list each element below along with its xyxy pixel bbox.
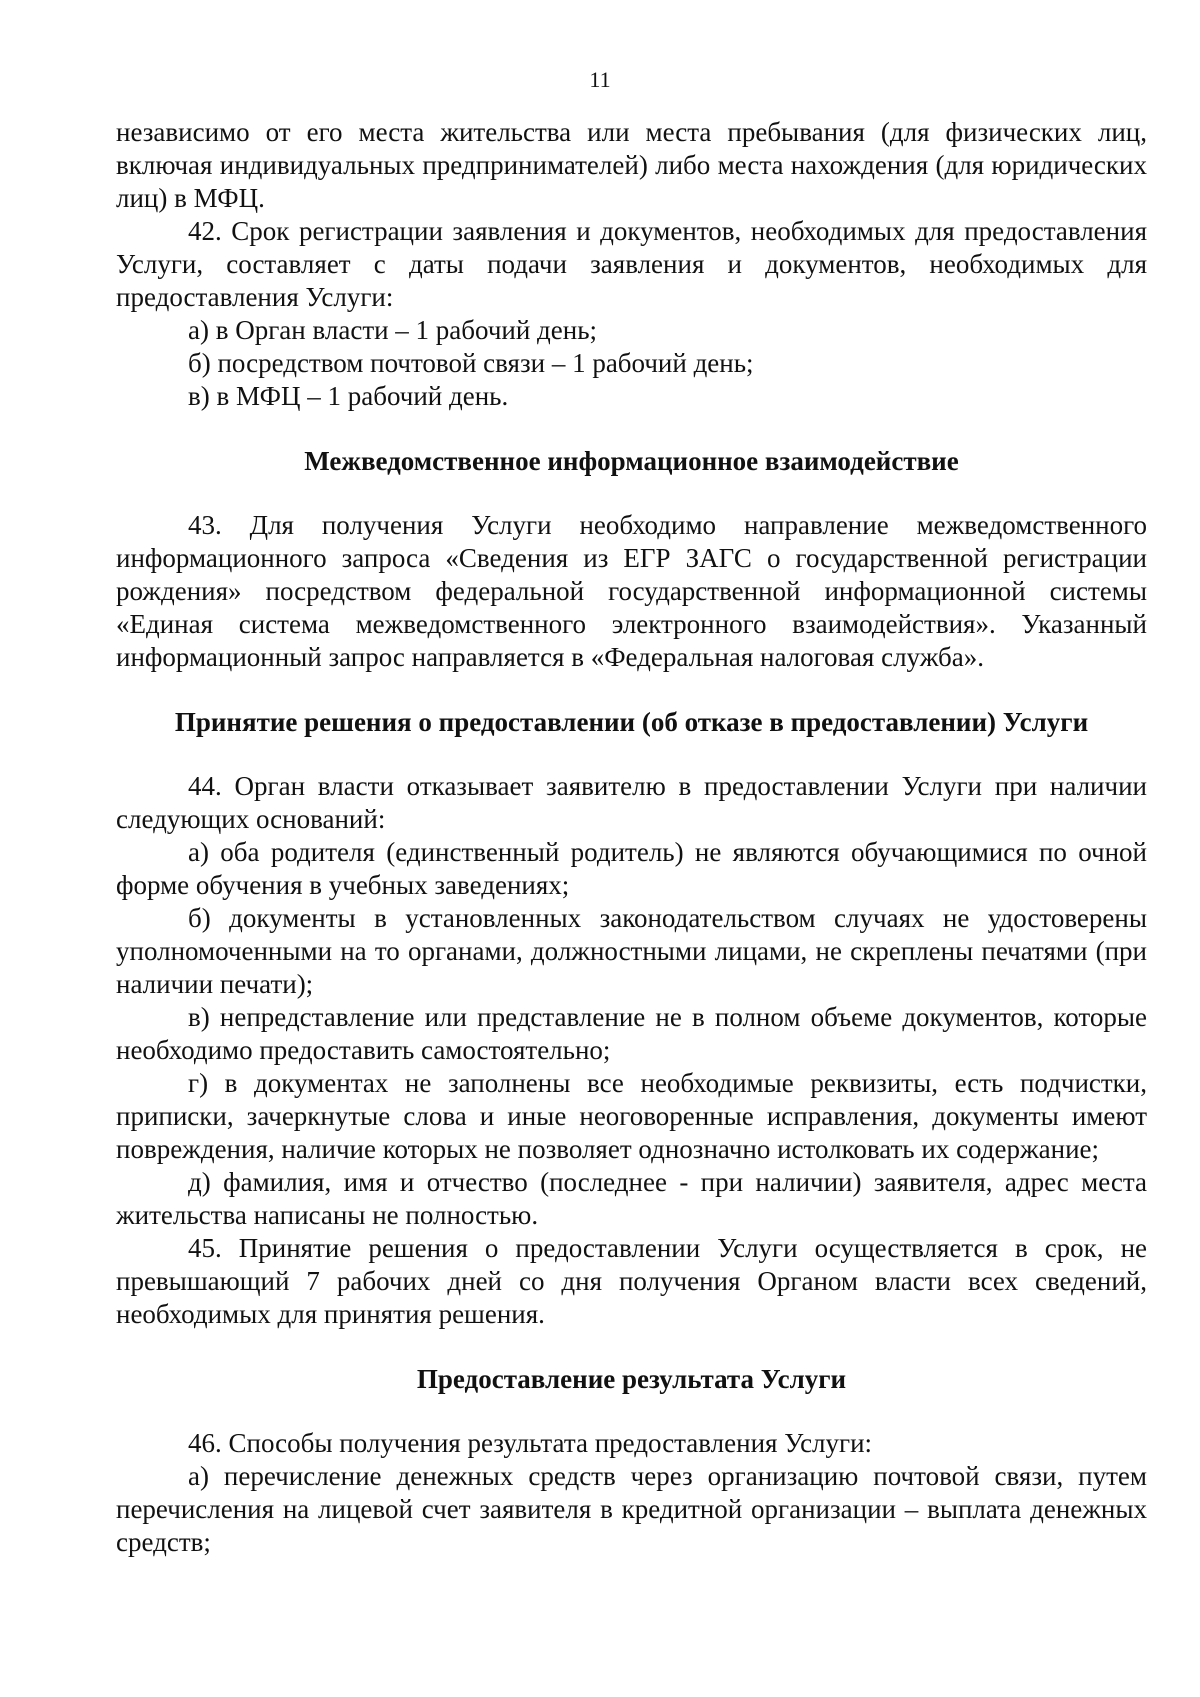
paragraph: независимо от его места жительства или места пребывания (для физических лиц, включая индивидуальных предпринимателей) либо места нахождения (для юридических лиц) в МФЦ. <box>116 117 1147 213</box>
section-heading: Предоставление результата Услуги <box>416 1364 847 1394</box>
paragraph: 43. Для получения Услуги необходимо направление межведомственного информационного запроса «Сведения из ЕГР ЗАГС о государственной регистрации рождения» посредством федеральной государственной информационной системы «Единая система межведомственного электронного взаимодействия». Указанный информационный запрос направляется в «Федеральная налоговая служба». <box>116 510 1147 672</box>
paragraph: 46. Способы получения результата предоставления Услуги: <box>188 1428 873 1458</box>
list-item: в) непредставление или представление не в полном объеме документов, которые необходимо предоставить самостоятельно; <box>116 1002 1147 1065</box>
list-item: а) оба родителя (единственный родитель) не являются обучающимися по очной форме обучения в учебных заведениях; <box>116 837 1147 900</box>
list-item: а) в Орган власти – 1 рабочий день; <box>188 315 598 345</box>
paragraph: 44. Орган власти отказывает заявителю в предоставлении Услуги при наличии следующих оснований: <box>116 771 1147 834</box>
page-number: 11 <box>589 67 611 92</box>
list-item: а) перечисление денежных средств через организацию почтовой связи, путем перечисления на лицевой счет заявителя в кредитной организации – выплата денежных средств; <box>116 1461 1147 1557</box>
list-item: в) в МФЦ – 1 рабочий день. <box>188 381 509 411</box>
list-item: б) документы в установленных законодательством случаях не удостоверены уполномоченными на то органами, должностными лицами, не скреплены печатями (при наличии печати); <box>116 903 1147 999</box>
list-item: д) фамилия, имя и отчество (последнее - при наличии) заявителя, адрес места жительства написаны не полностью. <box>116 1167 1147 1230</box>
section-heading: Межведомственное информационное взаимодействие <box>304 446 959 476</box>
list-item: б) посредством почтовой связи – 1 рабочий день; <box>188 348 754 378</box>
list-item: г) в документах не заполнены все необходимые реквизиты, есть подчистки, приписки, зачеркнутые слова и иные неоговоренные исправления, документы имеют повреждения, наличие которых не позволяет однозначно истолковать их содержание; <box>116 1068 1147 1164</box>
section-heading: Принятие решения о предоставлении (об отказе в предоставлении) Услуги <box>174 707 1089 737</box>
paragraph: 42. Срок регистрации заявления и документов, необходимых для предоставления Услуги, составляет с даты подачи заявления и документов, необходимых для предоставления Услуги: <box>116 216 1147 312</box>
paragraph: 45. Принятие решения о предоставлении Услуги осуществляется в срок, не превышающий 7 рабочих дней со дня получения Органом власти всех сведений, необходимых для принятия решения. <box>116 1233 1147 1329</box>
document-body <box>116 116 1147 1559</box>
